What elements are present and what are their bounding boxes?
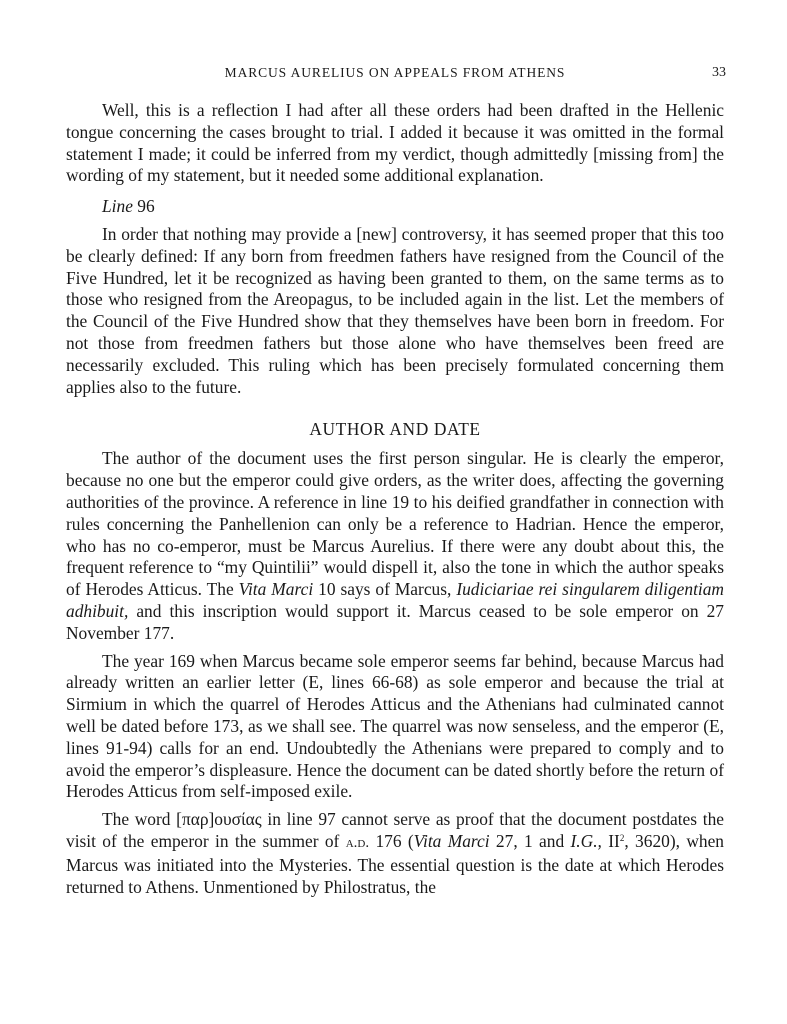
text-run: in line 97 cannot serve as proof that the document postdates the visit of the emperor in the summer of bbox=[66, 809, 724, 851]
text-run: 27, 1 and bbox=[489, 830, 571, 851]
latin-quote: Iudiciariae rei singularem diligentiam adhibuit, bbox=[66, 579, 724, 621]
text-run: 10 says of Marcus, bbox=[313, 579, 457, 600]
running-title: MARCUS AURELIUS ON APPEALS FROM ATHENS bbox=[224, 65, 566, 80]
text-run: The word bbox=[102, 809, 177, 830]
line-label-text: Line bbox=[102, 196, 133, 217]
text-run: 176 ( bbox=[369, 830, 414, 851]
body-paragraph-2: The year 169 when Marcus became sole emperor seems far behind, because Marcus had already written an earlier letter (E, lines 66-68) as sole emperor and because the trial at Sirmium in which the quarrel of Herodes Atticus and the Athenians had culminated cannot well be dated before 173, as we shall see. The quarrel was now senseless, and the emperor (E, lines 91-94) calls for an end. Undoubtedly the Athenians were prepared to comply and to avoid the emperor’s displeasure. Hence the document can be dated shortly before the return of Herodes Atticus from self-imposed exile. bbox=[66, 650, 724, 802]
text-run: The author of the document uses the first person singular. He is clearly the emperor, because no one but the emperor could give orders, as the writer does, affecting the governing authorities of the province. A reference in line 19 to his deified grandfather in connection with rules concerning the Panhellenion can only be a reference to Hadrian. Hence the emperor, who has no co-emperor, must be Marcus Aurelius. If there were any doubt about this, the frequent reference to “my Quintilii” would dispell it, also the tone in which the author speaks of Herodes Atticus. The bbox=[66, 448, 724, 600]
running-head bbox=[66, 62, 724, 86]
body-paragraph-1 bbox=[66, 448, 724, 644]
text-run: , 3620), when Marcus was initiated into the Mysteries. The essential question is the date at which Herodes returned to Athens. Unmentioned by Philostratus, the bbox=[66, 830, 724, 897]
italic-title: Vita Marci bbox=[413, 830, 490, 851]
era-abbreviation: a.d. bbox=[345, 834, 370, 851]
italic-citation: I.G., bbox=[570, 830, 602, 851]
document-page bbox=[66, 62, 724, 898]
greek-word: [παρ]ουσίας bbox=[176, 809, 262, 830]
italic-title: Vita Marci bbox=[238, 579, 314, 600]
translation-paragraph-1: Well, this is a reflection I had after all these orders had been drafted in the Hellenic tongue concerning the cases brought to trial. I added it because it was omitted in the formal statement I made; it could be inferred from my verdict, though admittedly [missing from] the wording of my statement, but it needed some additional explanation. bbox=[66, 100, 724, 186]
text-run: II bbox=[601, 830, 620, 851]
translation-paragraph-2: In order that nothing may provide a [new] controversy, it has seemed proper that this too be clearly defined: If any born from freedmen fathers have resigned from the Council of the Five Hundred, let it be recognized as having been granted to them, on the same terms as to those who resigned from the Areopagus, to be included again in the list. Let the members of the Council of the Five Hundred show that they themselves have been born in freedom. For not those from freedmen fathers but those alone who have themselves been freed are necessarily excluded. This ruling which has been precisely formulated concerning them applies also to the future. bbox=[66, 223, 724, 397]
body-paragraph-3 bbox=[66, 809, 724, 898]
page-number: 33 bbox=[712, 65, 726, 80]
text-run: and this inscription would support it. Marcus ceased to be sole emperor on 27 November 177. bbox=[66, 600, 724, 643]
superscript: 2 bbox=[619, 832, 625, 843]
section-heading: AUTHOR AND DATE bbox=[309, 419, 481, 440]
line-label-number: 96 bbox=[137, 196, 155, 217]
line-label bbox=[66, 196, 724, 218]
